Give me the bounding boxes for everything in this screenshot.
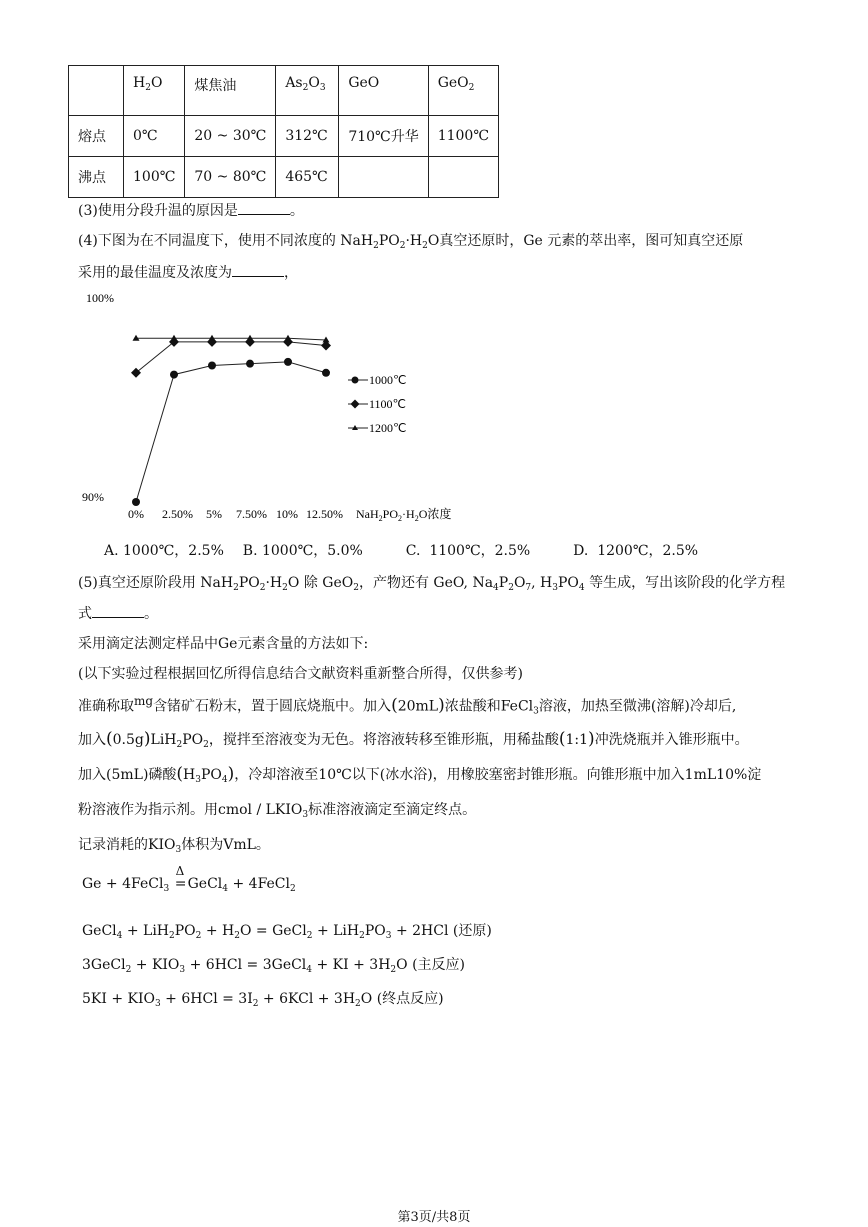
legend-marker bbox=[351, 400, 360, 409]
equation-1: Ge + 4FeCl$_3$ Δ =GeCl$_4$ + 4FeCl$_2$ bbox=[82, 864, 296, 894]
table-cell bbox=[339, 157, 428, 198]
option-c[interactable]: C. 1100℃，2.5% bbox=[405, 543, 531, 559]
y-bottom-label: 90% bbox=[82, 490, 104, 504]
table-row bbox=[69, 116, 499, 157]
data-point bbox=[131, 368, 141, 378]
page-footer: 第3页/共8页 bbox=[397, 1210, 471, 1225]
series-line-1000℃ bbox=[136, 362, 326, 502]
x-tick-label: 2.50% bbox=[162, 507, 193, 521]
method-intro: 采用滴定法测定样品中Ge元素含量的方法如下: bbox=[78, 636, 369, 652]
header-coal-tar: 煤焦油 bbox=[185, 66, 276, 116]
table-cell bbox=[428, 157, 498, 198]
question-5-line2 bbox=[78, 603, 158, 623]
header-as2o3: $As_2O_3$ bbox=[276, 66, 339, 116]
x-axis-label: $NaH_2PO_2\cdot H_2O$浓度 bbox=[356, 507, 452, 523]
q5-text-a: (5)真空还原阶段用 bbox=[78, 575, 196, 591]
answer-blank bbox=[92, 605, 144, 618]
legend-label: 1200℃ bbox=[369, 421, 407, 435]
table-cell: 710℃升华 bbox=[339, 116, 428, 157]
legend-label: 1100℃ bbox=[369, 397, 407, 411]
option-b[interactable]: B. 1000℃，5.0% bbox=[242, 543, 363, 559]
question-3 bbox=[78, 200, 304, 220]
row-label-boiling: 沸点 bbox=[69, 157, 124, 198]
q3-text: (3)使用分段升温的原因是 bbox=[78, 203, 238, 219]
x-tick-label: 5% bbox=[206, 507, 222, 521]
data-point bbox=[208, 362, 216, 370]
method-para-1: 准确称取$^{mg}$含锗矿石粉末，置于圆底烧瓶中。加入(20mL)浓盐酸和FeCl$_3$溶液，加热至微沸(溶解)冷却后, bbox=[78, 694, 737, 717]
method-para-3: 加入(5mL)磷酸$(H_3PO_4)$，冷却溶液至10℃以下(冰水浴)，用橡胶塞密封锥形瓶。向锥形瓶中加入1mL10%淀 bbox=[78, 764, 762, 785]
answer-blank bbox=[238, 202, 290, 215]
data-point bbox=[284, 358, 292, 366]
method-note: (以下实验过程根据回忆所得信息结合文献资料重新整合所得，仅供参考) bbox=[78, 666, 523, 682]
x-tick-label: 0% bbox=[128, 507, 144, 521]
equation-note: (还原) bbox=[452, 923, 492, 939]
q4-text-b: 真空还原时，Ge 元素的萃出率，图可知真空还原 bbox=[439, 233, 744, 249]
q5-text-b: 除 bbox=[303, 575, 318, 591]
table-corner-cell bbox=[69, 66, 124, 116]
header-h2o: $H_2O$ bbox=[124, 66, 185, 116]
method-para-4: 粉溶液作为指示剂。用cmol / $LKIO_3$标准溶液滴定至滴定终点。 bbox=[78, 802, 477, 820]
method-para-2: 加入$(0.5g)LiH_2PO_2$，搅拌至溶液变为无色。将溶液转移至锥形瓶，用稀盐酸(1:1)冲洗烧瓶并入锥形瓶中。 bbox=[78, 729, 749, 750]
method-para-5: 记录消耗的$KIO_3$体积为VmL。 bbox=[78, 837, 270, 855]
q4-text-c: 采用的最佳温度及浓度为 bbox=[78, 265, 232, 281]
equation-note: (终点反应) bbox=[376, 991, 444, 1007]
answer-blank bbox=[232, 264, 284, 277]
series-line-1200℃ bbox=[136, 338, 326, 340]
data-point bbox=[246, 360, 254, 368]
table-cell: 312℃ bbox=[276, 116, 339, 157]
header-geo2: GeO$_2$ bbox=[428, 66, 498, 116]
equation-3: 3GeCl$_2$ + $KIO_3 + 6HCl$ = 3GeCl$_4$ + KI + $3H_2O$ (主反应) bbox=[82, 957, 466, 975]
x-tick-label: 7.50% bbox=[236, 507, 267, 521]
legend-marker bbox=[352, 377, 359, 384]
table-cell: 1100℃ bbox=[428, 116, 498, 157]
equation-4: $5KI + KIO_3 + 6HCl = 3I_2 + 6KCl + 3H_2O$ (终点反应) bbox=[82, 991, 444, 1009]
q4-end: ， bbox=[284, 265, 298, 281]
question-5-line1: (5)真空还原阶段用 $NaH_2PO_2\cdot H_2O$ 除 GeO$_2$，产物还有 GeO, $Na_4P_2O_7$, $H_3PO_4$ 等生成，写出该阶段的化学方程 bbox=[78, 575, 786, 593]
series-line-1100℃ bbox=[136, 342, 326, 373]
x-tick-label: 10% bbox=[276, 507, 298, 521]
option-a[interactable]: A. 1000℃，2.5% bbox=[104, 543, 224, 559]
table-row bbox=[69, 157, 499, 198]
table-cell: 0℃ bbox=[124, 116, 185, 157]
table-header-row bbox=[69, 66, 499, 116]
data-point bbox=[132, 498, 140, 506]
data-point bbox=[170, 371, 178, 379]
options-row bbox=[104, 540, 698, 560]
q4-text-a: (4)下图为在不同温度下，使用不同浓度的 bbox=[78, 233, 336, 249]
equation-note: (主反应) bbox=[412, 957, 466, 973]
x-tick-label: 12.50% bbox=[306, 507, 343, 521]
row-label-melting: 熔点 bbox=[69, 116, 124, 157]
extraction-rate-chart bbox=[72, 285, 492, 530]
question-4-line2 bbox=[78, 262, 298, 282]
q5-text-e: 式 bbox=[78, 606, 92, 622]
table-cell: 100℃ bbox=[124, 157, 185, 198]
properties-table bbox=[68, 65, 499, 198]
header-geo: GeO bbox=[339, 66, 428, 116]
equation-2: GeCl$_4$ + $LiH_2PO_2 + H_2O$ = GeCl$_2$ + $LiH_2PO_3 + 2HCl$ (还原) bbox=[82, 923, 492, 941]
option-d[interactable]: D. 1200℃，2.5% bbox=[573, 543, 699, 559]
table-cell: 20 ~ 30℃ bbox=[185, 116, 276, 157]
table-cell: 465℃ bbox=[276, 157, 339, 198]
q5-text-c: ，产物还有 bbox=[358, 575, 429, 591]
q3-end: 。 bbox=[289, 203, 304, 219]
table-cell: 70 ~ 80℃ bbox=[185, 157, 276, 198]
legend-label: 1000℃ bbox=[369, 373, 407, 387]
y-top-label: 100% bbox=[86, 291, 114, 305]
q5-text-d: 等生成，写出该阶段的化学方程 bbox=[589, 575, 786, 591]
data-point bbox=[322, 369, 330, 377]
q5-end: 。 bbox=[144, 606, 158, 622]
question-4-line1: (4)下图为在不同温度下，使用不同浓度的 $NaH_2PO_2\cdot H_2O$真空还原时，Ge 元素的萃出率，图可知真空还原 bbox=[78, 233, 744, 251]
